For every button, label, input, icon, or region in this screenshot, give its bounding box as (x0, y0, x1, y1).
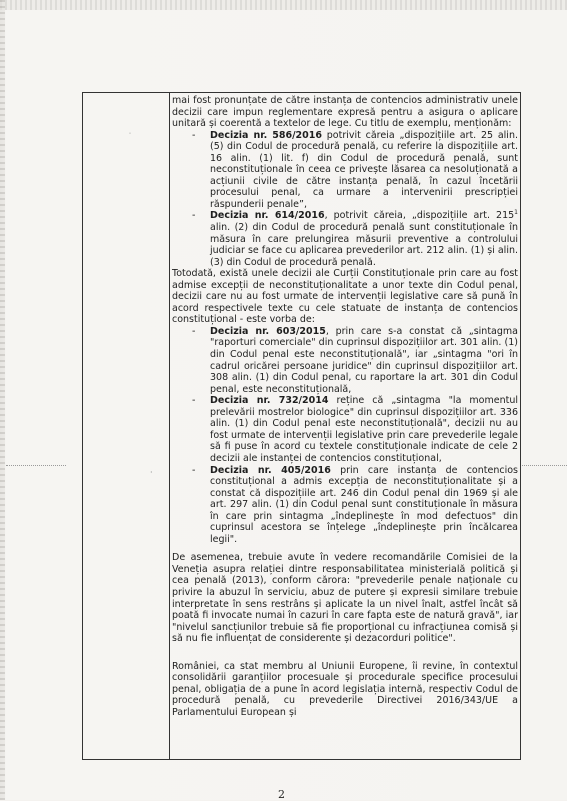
decision-text: potrivit căreia „dispozițiile art. 25 alin. (5) din Codul de procedură penală, cu referire la dispozițiile art. 16 alin. (1) lit. f) din Codul de procedură penală, sunt neconstituționale în ceea ce privește lăsarea ca nesoluționată a acțiunii civile de către instanța penală, în cazul încetării procesului penal, ca urmare a intervenirii prescripției răspunderii penale”, (210, 129, 518, 210)
scan-edge-left (0, 0, 5, 800)
decision-text: prin care instanța de contencios constituțional a admis excepția de neconstituționalitate și a constat că dispozițiile art. 246 din Codul penal din 1969 și ale art. 297 alin. (1) din Codul penal sunt constituționale în măsura în care prin sintagma „îndeplinește în mod defectuos" din cuprinsul acestora se înțelege „îndeplinește prin încălcarea legii". (210, 464, 518, 545)
paragraph: mai fost pronunțate de către instanța de contencios administrativ unele decizii care impun reglementare expresă pentru a asigura o aplicare unitară și coerentă a textelor de lege. Cu titlu de exemplu, menționăm: (172, 95, 518, 130)
document-body (172, 95, 518, 718)
list-item (172, 465, 518, 546)
paragraph: României, ca stat membru al Uniunii Europene, îi revine, în contextul consolidării garanțiilor procesuale și procedurale specifice procesului penal, obligația de a pune în acord legislația internă, respectiv Codul de procedură penală, cu prevederile Directivei 2016/343/UE a Parlamentului European și (172, 660, 518, 718)
list-item (172, 326, 518, 395)
decision-reference: Decizia nr. 732/2014 (210, 395, 329, 407)
decision-text: alin. (2) din Codul de procedură penală sunt constituționale în măsura în care prelungirea măsurii preventive a controlului judiciar se face cu aplicarea prevederilor art. 212 alin. (1) și alin. (3) din Codul de procedură penală. (210, 222, 518, 268)
list-item (172, 130, 518, 211)
dash-bullet-icon: - (192, 395, 196, 407)
dash-bullet-icon: - (192, 325, 196, 337)
paragraph: Totodată, există unele decizii ale Curții Constituționale prin care au fost admise excepții de neconstituționalitate a unor texte din Codul penal, decizii care nu au fost urmate de intervenții legislative care să pună în acord respectivele texte cu cele statuate de instanța de contencios constituțional - este vorba de: (172, 268, 518, 326)
scan-speck: · (150, 468, 153, 477)
dash-bullet-icon: - (192, 129, 196, 141)
paragraph: De asemenea, trebuie avute în vedere recomandările Comisiei de la Veneția asupra relației dintre responsabilitatea ministerială politică și cea penală (2013), conform cărora: "prevederile penale naționale cu privire la abuzul în serviciu, abuz de putere și expresii similare trebuie interpretate în sens restrâns și aplicate la un nivel înalt, astfel încât să poată fi invocate numai în cazuri în care fapta este de natură gravă", iar "nivelul sancțiunilor trebuie să fie proporțional cu infracțiunea comisă și să nu fie influențat de considerente și dezacorduri politice". (172, 552, 518, 645)
table-column-divider (169, 92, 170, 760)
scan-dotted-mark (6, 465, 66, 466)
page-number: 2 (278, 788, 285, 801)
decision-reference: Decizia nr. 586/2016 (210, 129, 322, 141)
list-item (172, 395, 518, 464)
scan-dotted-mark (522, 465, 567, 466)
dash-bullet-icon: - (192, 210, 196, 222)
decision-reference: Decizia nr. 603/2015 (210, 325, 326, 337)
decision-reference: Decizia nr. 405/2016 (210, 464, 331, 476)
decision-list (172, 326, 518, 545)
decision-text: , potrivit căreia, „dispozițiile art. 215 (324, 210, 515, 222)
decision-reference: Decizia nr. 614/2016 (210, 210, 325, 222)
superscript: 1 (514, 209, 518, 217)
decision-text: , prin care s-a constat că „sintagma "raporturi comerciale" din cuprinsul dispozițiilor art. 301 alin. (1) din Codul penal este neconstituțională", iar „sintagma "ori în cadrul oricărei persoane juridice" din cuprinsul dispozițiilor art. 308 alin. (1) din Codul penal, cu raportare la art. 301 din Codul penal, este neconstituțională, (210, 325, 518, 395)
list-item (172, 210, 518, 268)
scan-speck: ˙ (128, 132, 132, 141)
scan-edge-top (0, 0, 567, 10)
decision-list (172, 130, 518, 269)
decision-text: reține că „sintagma "la momentul prelevării mostrelor biologice" din cuprinsul dispozițiilor art. 336 alin. (1) din Codul penal este neconstituțională", decizii nu au fost urmate de intervenții legislative prin care prevederile legale să fi puse în acord cu textele constituționale indicate de cele 2 decizii ale instanței de contencios constituțional, (210, 395, 518, 464)
dash-bullet-icon: - (192, 464, 196, 476)
